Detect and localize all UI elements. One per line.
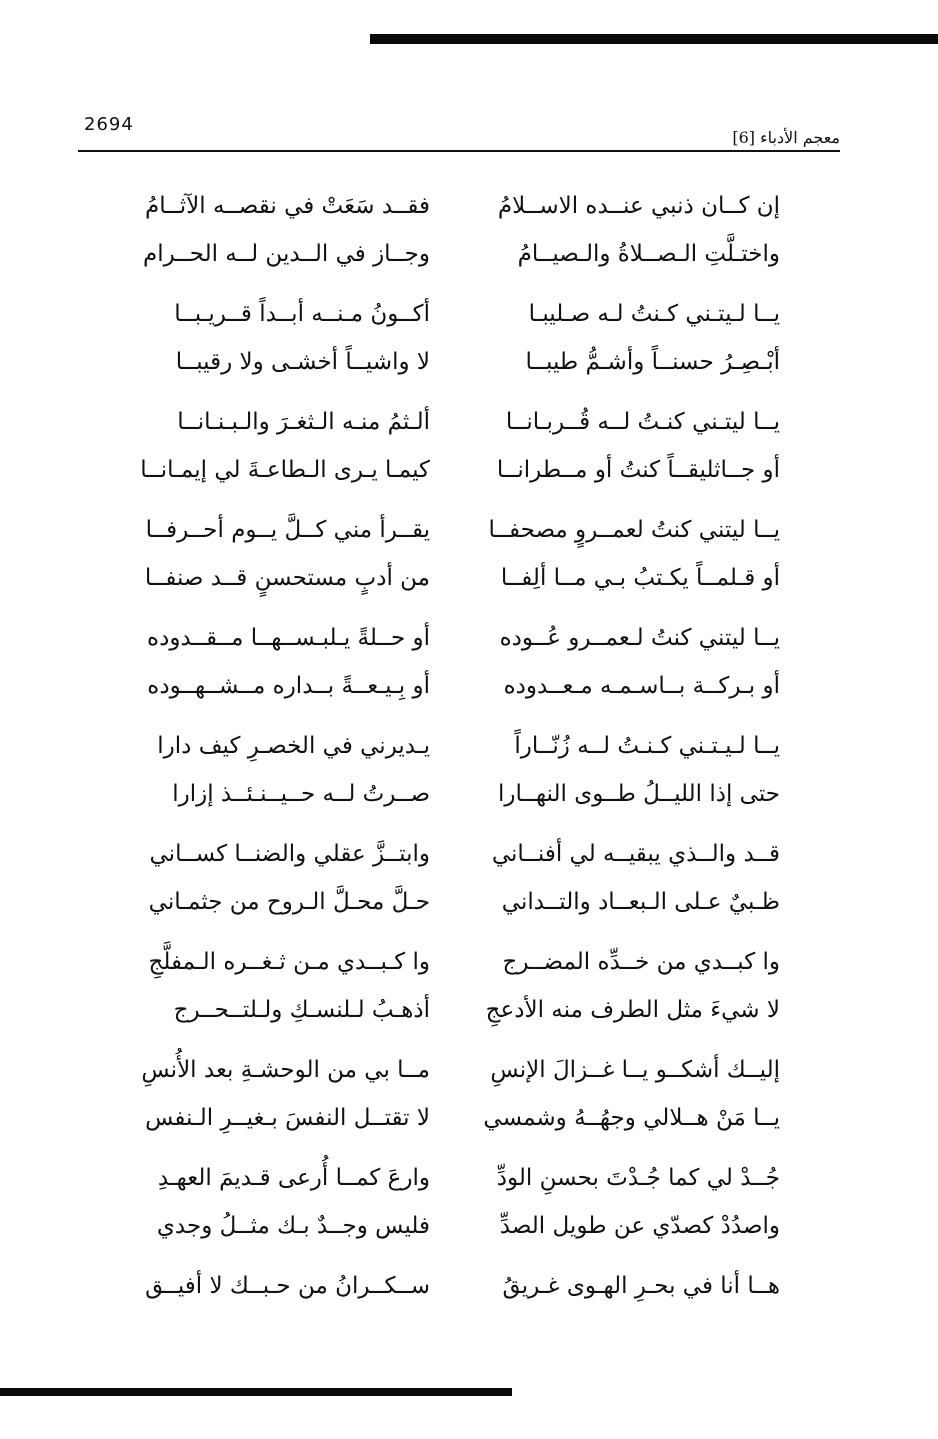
first-hemistich: يــا لـيـتـني كـنـتُ لــه زُنّــاراً [514, 733, 780, 759]
stanza [120, 1154, 780, 1262]
verse-line [120, 830, 780, 878]
second-hemistich: يقــرأ مني كــلَّ يــوم أحــرفــا [145, 517, 430, 543]
second-hemistich: أو حــلةً يـلبـســهــا مــقــدوده [147, 625, 430, 651]
first-hemistich: قــد والــذي يبقيــه لي أفنــاني [491, 841, 780, 867]
first-hemistich: أو قـلمــاً يكـتبُ بـي مــا ألِفــا [500, 565, 780, 591]
first-hemistich: إن كــان ذنبي عنــده الاســلامُ [497, 193, 780, 219]
first-hemistich: أو جــاثليقــاً كنتُ أو مــطرانــا [496, 457, 780, 483]
stanza [120, 614, 780, 722]
verse-line [120, 1202, 780, 1250]
second-hemistich: وجــاز في الــدين لــه الحــرام [142, 241, 430, 267]
verse-line [120, 446, 780, 494]
verse-line [120, 506, 780, 554]
verse-line [120, 986, 780, 1034]
verse-line [120, 938, 780, 986]
verse-line [120, 1094, 780, 1142]
second-hemistich: ســكــرانُ من حـبــك لا أفيــق [145, 1273, 430, 1299]
second-hemistich: لا تقتــل النفسَ بـغيــرِ الـنفس [145, 1105, 430, 1131]
first-hemistich: يــا ليتني كنتُ لعمــروٍ مصحفــا [488, 517, 780, 543]
verse-line [120, 662, 780, 710]
page-number: 2694 [84, 114, 134, 135]
first-hemistich: يــا ليتـني كنـتُ لــه قُــربـانــا [505, 409, 780, 435]
second-hemistich: أكــونُ مـنــه أبــداً قــريـبــا [174, 301, 430, 327]
header-rule [78, 150, 840, 152]
first-hemistich: واصدُدْ كصدّي عن طويل الصدِّ [499, 1213, 780, 1239]
stanza [120, 1046, 780, 1154]
second-hemistich: فقــد سَعَتْ في نقصــه الآثــامُ [145, 193, 430, 219]
second-hemistich: صــرتُ لــه حــيــنـئــذ إزارا [172, 781, 430, 807]
second-hemistich: مــا بي من الوحشـةِ بعد الأُنسِ [141, 1057, 430, 1083]
first-hemistich: يــا مَنْ هــلالي وجهُــهُ وشمسي [483, 1105, 780, 1131]
top-decorative-rule [370, 34, 938, 44]
second-hemistich: ألـثمُ منـه الـثغـرَ والـبـنـانــا [177, 409, 430, 435]
second-hemistich: يـديرني في الخصـرِ كيف دارا [157, 733, 430, 759]
second-hemistich: وا كـبــدي مـن ثـغــره الـمفلَّجِ [148, 949, 430, 975]
first-hemistich: حتى إذا الليــلُ طــوى النهــارا [497, 781, 780, 807]
second-hemistich: أذهـبُ لـلنسـكِ ولـلتــحــرج [173, 997, 430, 1023]
verse-line [120, 1046, 780, 1094]
verse-line [120, 722, 780, 770]
first-hemistich: لا شيءَ مثل الطرف منه الأدعجِ [485, 997, 780, 1023]
second-hemistich: من أدبٍ مستحسنٍ قــد صنفــا [144, 565, 430, 591]
first-hemistich: جُــدْ لي كما جُـدْتَ بحسنِ الودِّ [496, 1165, 780, 1191]
verse-line [120, 1262, 780, 1310]
verse-line [120, 398, 780, 446]
stanza [120, 290, 780, 398]
first-hemistich: إليــك أشكــو يــا غــزالَ الإنسِ [490, 1057, 780, 1083]
first-hemistich: أبْـصِـرُ حسنــاً وأشـمُّ طيبــا [525, 349, 780, 375]
first-hemistich: أو بـركــة بــاسـمـه مـعــدوده [503, 673, 780, 699]
second-hemistich: حـلَّ محـلَّ الـروح من جثمـاني [148, 889, 430, 915]
running-title: معجم الأدباء [6] [732, 128, 840, 147]
first-hemistich: هــا أنا في بحـرِ الهـوى غـريقُ [502, 1273, 780, 1299]
second-hemistich: كيمـا يـرى الـطاعـةَ لي إيمـانــا [140, 457, 430, 483]
verse-line [120, 554, 780, 602]
first-hemistich: يــا لـيتـني كـنتُ لـه صـليبـا [528, 301, 780, 327]
verse-line [120, 614, 780, 662]
first-hemistich: يــا ليتني كنتُ لـعمــرو عُــوده [499, 625, 780, 651]
verse-line [120, 290, 780, 338]
second-hemistich: وابتــزَّ عقلي والضنــا كســاني [149, 841, 430, 867]
page-header [78, 112, 840, 148]
first-hemistich: ظـبيٌ عـلى الـبعــاد والتــداني [501, 889, 780, 915]
verse-line [120, 230, 780, 278]
poem-body [120, 182, 780, 1370]
verse-line [120, 1154, 780, 1202]
verse-line [120, 878, 780, 926]
verse-line [120, 770, 780, 818]
second-hemistich: وارعَ كمــا أُرعى قـديمَ العهـدِ [157, 1165, 430, 1191]
verse-line [120, 182, 780, 230]
bottom-decorative-rule [0, 1388, 512, 1396]
stanza [120, 938, 780, 1046]
stanza [120, 1262, 780, 1370]
stanza [120, 506, 780, 614]
stanza [120, 398, 780, 506]
stanza [120, 830, 780, 938]
second-hemistich: لا واشيــاً أخشـى ولا رقيبــا [175, 349, 430, 375]
first-hemistich: وا كبــدي من خــدِّه المضــرج [502, 949, 780, 975]
second-hemistich: فليس وجــدٌ بـك مثــلُ وجدي [156, 1213, 430, 1239]
stanza [120, 182, 780, 290]
verse-line [120, 338, 780, 386]
second-hemistich: أو بِـيـعــةً بــداره مــشــهــوده [147, 673, 430, 699]
stanza [120, 722, 780, 830]
first-hemistich: واختـلَّتِ الـصــلاةُ والـصيــامُ [517, 241, 780, 267]
